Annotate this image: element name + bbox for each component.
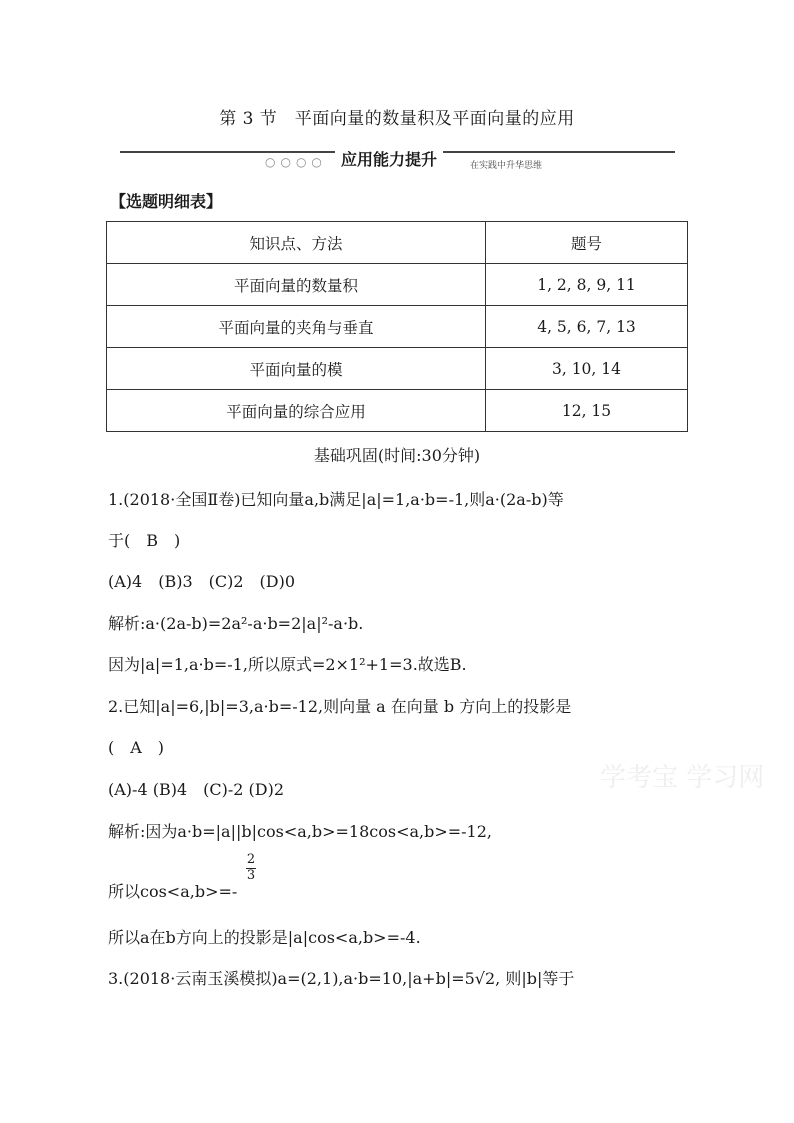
table-cell: 平面向量的综合应用 [107, 390, 486, 432]
table-cell: 平面向量的模 [107, 348, 486, 390]
text-line: 3.(2018·云南玉溪模拟)a=(2,1),a·b=10,|a+b|=5√2, 则|b|等于 [108, 969, 575, 988]
table-row [107, 390, 688, 432]
banner-label: 应用能力提升 [335, 147, 443, 170]
subheading: 基础巩固(时间:30分钟) [313, 446, 481, 465]
table-header-row [107, 222, 688, 264]
text-line: 2.已知|a|=6,|b|=3,a·b=-12,则向量 a 在向量 b 方向上的投影是 [108, 697, 572, 716]
text-line: ( A ) [108, 738, 165, 757]
fraction-numerator: 2 [246, 852, 256, 867]
text-line: 解析:因为a·b=|a||b|cos<a,b>=18cos<a,b>=-12, [108, 822, 493, 841]
banner-subtitle: 在实践中升华思维 [470, 161, 543, 171]
text-line: 所以cos<a,b>=- [108, 882, 238, 901]
text-line: 所以a在b方向上的投影是|a|cos<a,b>=-4. [108, 928, 421, 947]
text-line: (A)4 (B)3 (C)2 (D)0 [108, 572, 296, 591]
table-header-cell: 知识点、方法 [107, 222, 486, 264]
text-line: 1.(2018·全国Ⅱ卷)已知向量a,b满足|a|=1,a·b=-1,则a·(2a-b)等 [108, 490, 564, 509]
fraction [246, 853, 256, 883]
section-heading: 【选题明细表】 [110, 192, 223, 211]
table-cell: 3, 10, 14 [486, 348, 688, 390]
table-cell: 4, 5, 6, 7, 13 [486, 306, 688, 348]
fraction-denominator: 3 [246, 868, 256, 883]
text-line: 于( B ) [108, 531, 181, 550]
table-row [107, 306, 688, 348]
table-cell: 平面向量的数量积 [107, 264, 486, 306]
text-line: 解析:a·(2a-b)=2a²-a·b=2|a|²-a·b. [108, 614, 364, 633]
page-title: 第 3 节 平面向量的数量积及平面向量的应用 [219, 109, 575, 129]
table-row [107, 264, 688, 306]
watermark: 学考宝 学习网 [600, 763, 765, 793]
table-header-cell: 题号 [486, 222, 688, 264]
table-row [107, 348, 688, 390]
text-line: (A)-4 (B)4 (C)-2 (D)2 [108, 780, 285, 799]
topic-table [106, 221, 688, 432]
table-cell: 1, 2, 8, 9, 11 [486, 264, 688, 306]
text-line: 因为|a|=1,a·b=-1,所以原式=2×1²+1=3.故选B. [108, 655, 467, 674]
table-cell: 12, 15 [486, 390, 688, 432]
banner-dots-decoration: ○○○○ [265, 155, 327, 169]
table-cell: 平面向量的夹角与垂直 [107, 306, 486, 348]
